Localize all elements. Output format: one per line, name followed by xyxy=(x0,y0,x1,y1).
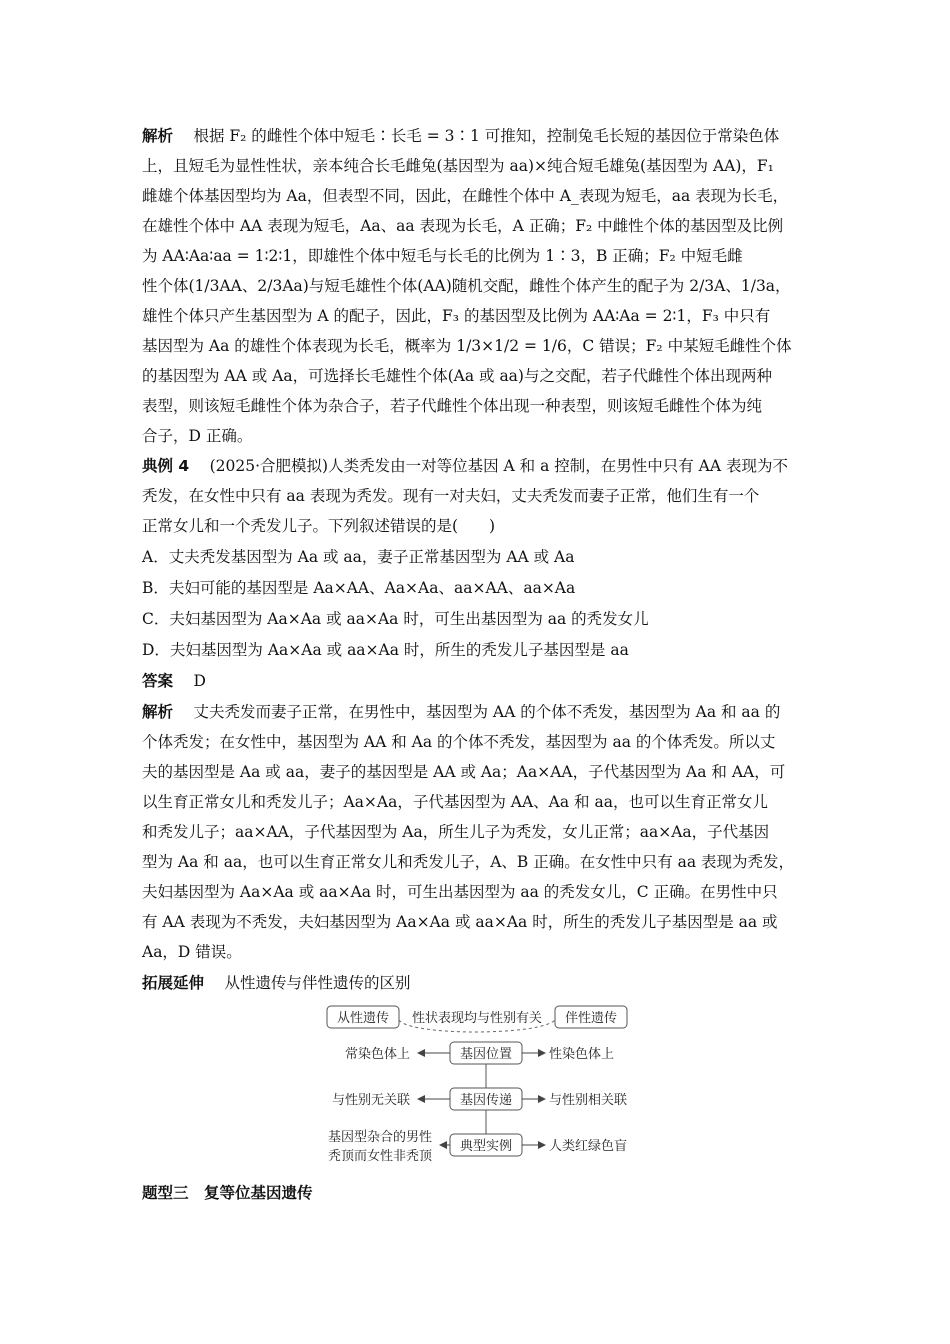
row3-left-line1: 基因型杂合的男性 xyxy=(327,1130,432,1145)
option-a: A．丈夫秃发基因型为 Aa 或 aa，妻子正常基因型为 AA 或 Aa xyxy=(142,548,575,566)
row1-left: 常染色体上 xyxy=(344,1047,410,1062)
answer-value: D xyxy=(193,672,206,690)
example-text: (2025·合肥模拟)人类秃发由一对等位基因 A 和 a 控制，在男性中只有 AA 表现为不 xyxy=(209,457,788,475)
analysis-line-4: 在雄性个体中 AA 表现为短毛，Aa、aa 表现为长毛，A 正确；F₂ 中雌性个体的基因型及比例 xyxy=(142,217,784,235)
analysis2-label: 解析 xyxy=(142,703,174,721)
left-box-label: 从性遗传 xyxy=(336,1011,390,1026)
extension-title: 从性遗传与伴性遗传的区别 xyxy=(224,974,411,992)
option-c: C．夫妇基因型为 Aa×Aa 或 aa×Aa 时，可生出基因型为 aa 的秃发女儿 xyxy=(142,610,649,628)
analysis-line-11: 合子，D 正确。 xyxy=(142,427,253,445)
example-line-1 xyxy=(142,456,788,476)
example-label: 典例 4 xyxy=(142,457,190,475)
analysis2-line-1 xyxy=(142,702,780,722)
analysis2-line-5: 和秃发儿子；aa×AA，子代基因型为 Aa，所生儿子为秃发，女儿正常；aa×Aa，子代基因 xyxy=(142,823,770,841)
row2-left: 与性别无关联 xyxy=(331,1093,410,1108)
answer-line xyxy=(142,671,206,691)
option-b: B．夫妇可能的基因型是 Aa×AA、Aa×Aa、aa×AA、aa×Aa xyxy=(142,579,576,597)
row2-center: 基因传递 xyxy=(459,1093,513,1108)
analysis2-text: 丈夫秃发而妻子正常，在男性中，基因型为 AA 的个体不秃发，基因型为 Aa 和 aa 的 xyxy=(193,703,781,721)
analysis2-line-4: 以生育正常女儿和秃发儿子；Aa×Aa，子代基因型为 AA、Aa 和 aa，也可以生育正常女儿 xyxy=(142,793,768,811)
extension-label: 拓展延伸 xyxy=(142,974,205,992)
analysis-line-8: 基因型为 Aa 的雄性个体表现为长毛，概率为 1/3×1/2 = 1/6，C 错误；F₂ 中某短毛雌性个体 xyxy=(142,337,792,355)
analysis-line-7: 雄性个体只产生基因型为 A 的配子，因此，F₃ 的基因型及比例为 AA∶Aa = 2∶1，F₃ 中只有 xyxy=(142,307,771,325)
analysis-line-10: 表型，则该短毛雌性个体为杂合子，若子代雌性个体出现一种表型，则该短毛雌性个体为纯 xyxy=(142,397,763,415)
row2-right: 与性别相关联 xyxy=(549,1093,628,1108)
analysis-label: 解析 xyxy=(142,127,174,145)
analysis2-line-3: 夫的基因型是 Aa 或 aa，妻子的基因型是 AA 或 Aa；Aa×AA，子代基因型为 Aa 和 AA，可 xyxy=(142,763,786,781)
analysis2-line-6: 型为 Aa 和 aa，也可以生育正常女儿和秃发儿子，A、B 正确。在女性中只有 aa 表现为秃发， xyxy=(142,853,795,871)
analysis-line-5: 为 AA∶Aa∶aa = 1∶2∶1，即雄性个体中短毛与长毛的比例为 1∶3，B 正确；F₂ 中短毛雌 xyxy=(142,247,743,265)
analysis2-line-9: Aa，D 错误。 xyxy=(142,943,242,961)
row3-right: 人类红绿色盲 xyxy=(549,1139,628,1154)
analysis-line-9: 的基因型为 AA 或 Aa，可选择长毛雄性个体(Aa 或 aa)与之交配，若子代雌性个体出现两种 xyxy=(142,367,772,385)
row1-right: 性染色体上 xyxy=(549,1047,615,1062)
analysis-line-1 xyxy=(142,126,779,146)
extension-line xyxy=(142,973,410,993)
analysis-text: 根据 F₂ 的雌性个体中短毛∶长毛 = 3∶1 可推知，控制兔毛长短的基因位于常染色体 xyxy=(193,127,780,145)
analysis2-line-8: 有 AA 表现为不秃发，夫妇基因型为 Aa×Aa 或 aa×Aa 时，所生的秃发儿子基因型是 aa 或 xyxy=(142,913,778,931)
top-relation: 性状表现均与性别有关 xyxy=(411,1011,543,1026)
comparison-diagram xyxy=(300,1000,660,1170)
analysis-line-6: 性个体(1/3AA、2/3Aa)与短毛雄性个体(AA)随机交配，雌性个体产生的配子为 2/3A、1/3a， xyxy=(142,277,791,295)
analysis-line-3: 雌雄个体基因型均为 Aa，但表型不同，因此，在雌性个体中 A_表现为短毛，aa 表现为长毛， xyxy=(142,187,789,205)
section-title: 题型三 复等位基因遗传 xyxy=(142,1184,313,1202)
right-box-label: 伴性遗传 xyxy=(564,1011,618,1026)
row3-left-line2: 秃顶而女性非秃顶 xyxy=(327,1149,432,1164)
analysis2-line-7: 夫妇基因型为 Aa×Aa 或 aa×Aa 时，可生出基因型为 aa 的秃发女儿，C 正确。在男性中只 xyxy=(142,883,778,901)
example-line-3: 正常女儿和一个秃发儿子。下列叙述错误的是( ) xyxy=(142,517,496,535)
row1-center: 基因位置 xyxy=(459,1047,513,1062)
row3-center: 典型实例 xyxy=(459,1139,513,1154)
analysis2-line-2: 个体秃发；在女性中，基因型为 AA 和 Aa 的个体不秃发，基因型为 aa 的个体秃发。所以丈 xyxy=(142,733,776,751)
analysis-line-2: 上，且短毛为显性性状，亲本纯合长毛雌兔(基因型为 aa)×纯合短毛雄兔(基因型为 AA)，F₁ xyxy=(142,157,774,175)
answer-label: 答案 xyxy=(142,672,174,690)
option-d: D．夫妇基因型为 Aa×Aa 或 aa×Aa 时，所生的秃发儿子基因型是 aa xyxy=(142,641,629,659)
example-line-2: 秃发，在女性中只有 aa 表现为秃发。现有一对夫妇，丈夫秃发而妻子正常，他们生有一个 xyxy=(142,487,760,505)
